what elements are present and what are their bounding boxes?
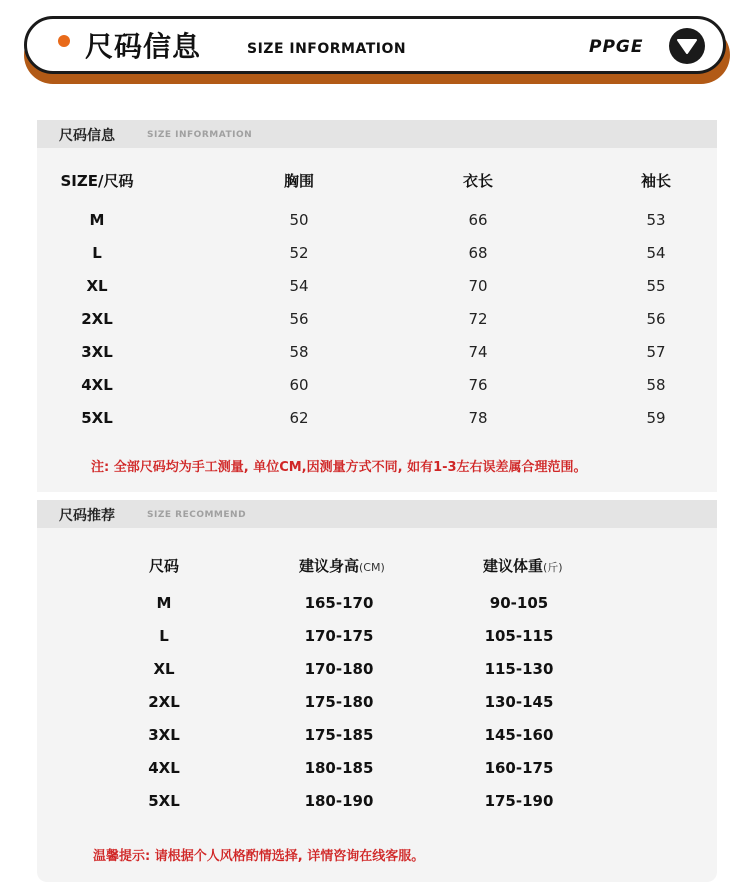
orange-dot-icon	[58, 35, 70, 47]
table-cell-chest: 50	[289, 211, 309, 229]
table-cell-height: 165-170	[304, 594, 374, 612]
table-cell-weight: 115-130	[484, 660, 554, 678]
col-header-size: 尺码	[148, 557, 179, 575]
size-info-panel	[37, 120, 717, 492]
size-recommend-panel	[37, 500, 717, 882]
table-row-size: M	[89, 211, 105, 229]
col-header-height-label: 建议身高	[299, 557, 360, 575]
table-cell-chest: 54	[289, 277, 309, 295]
size-info-header	[37, 120, 717, 148]
size-recommend-title: 尺码推荐	[59, 508, 115, 524]
table-cell-length: 78	[468, 409, 488, 427]
table-cell-chest: 56	[289, 310, 309, 328]
table-cell-weight: 105-115	[484, 627, 554, 645]
table-cell-height: 175-180	[304, 693, 374, 711]
table-row-size: L	[159, 627, 169, 645]
table-cell-chest: 60	[289, 376, 309, 394]
col-header-weight	[483, 555, 593, 576]
table-cell-sleeve: 56	[646, 310, 666, 328]
header-banner	[24, 16, 726, 74]
col-header-weight-unit: (斤)	[543, 561, 563, 574]
table-row-size: 4XL	[81, 376, 113, 394]
table-cell-sleeve: 59	[646, 409, 666, 427]
table-cell-sleeve: 53	[646, 211, 666, 229]
table-row-size: M	[156, 594, 172, 612]
table-row-size: 5XL	[81, 409, 113, 427]
col-header-chest: 胸围	[283, 172, 314, 190]
table-cell-length: 74	[468, 343, 488, 361]
table-cell-weight: 145-160	[484, 726, 554, 744]
table-cell-length: 76	[468, 376, 488, 394]
table-cell-chest: 52	[289, 244, 309, 262]
table-row-size: 4XL	[148, 759, 180, 777]
table-cell-weight: 130-145	[484, 693, 554, 711]
table-row-size: 5XL	[148, 792, 180, 810]
col-header-height-unit: (CM)	[359, 561, 385, 574]
col-header-weight-label: 建议体重	[483, 557, 544, 575]
size-info-subtitle: SIZE INFORMATION	[147, 130, 253, 140]
size-info-title: 尺码信息	[59, 128, 115, 144]
table-row-size: 3XL	[148, 726, 180, 744]
col-header-length: 衣长	[462, 172, 493, 190]
table-row-size: XL	[153, 660, 175, 678]
table-row-size: L	[92, 244, 102, 262]
measurement-note: 注: 全部尺码均为手工测量, 单位CM,因测量方式不同, 如有1-3左右误差属合理范围。	[91, 460, 587, 475]
col-header-size: SIZE/尺码	[60, 172, 134, 190]
table-cell-sleeve: 54	[646, 244, 666, 262]
col-header-height	[299, 555, 409, 576]
size-recommend-header	[37, 500, 717, 528]
table-cell-height: 175-185	[304, 726, 374, 744]
table-row-size: 3XL	[81, 343, 113, 361]
brand-logo: PPGE	[589, 37, 644, 57]
table-row-size: XL	[86, 277, 108, 295]
table-cell-height: 180-185	[304, 759, 374, 777]
table-cell-chest: 58	[289, 343, 309, 361]
table-cell-weight: 175-190	[484, 792, 554, 810]
size-recommend-subtitle: SIZE RECOMMEND	[147, 510, 247, 520]
table-cell-height: 180-190	[304, 792, 374, 810]
triangle-down-glyph	[676, 37, 698, 55]
table-cell-length: 66	[468, 211, 488, 229]
page-subtitle: SIZE INFORMATION	[247, 41, 407, 57]
page-title: 尺码信息	[85, 30, 202, 63]
recommend-note: 温馨提示: 请根据个人风格酌情选择, 详情咨询在线客服。	[93, 849, 425, 864]
table-cell-length: 70	[468, 277, 488, 295]
triangle-down-icon[interactable]	[669, 28, 705, 64]
table-cell-height: 170-175	[304, 627, 374, 645]
table-cell-weight: 90-105	[489, 594, 549, 612]
table-cell-chest: 62	[289, 409, 309, 427]
table-cell-sleeve: 58	[646, 376, 666, 394]
table-cell-sleeve: 57	[646, 343, 666, 361]
table-cell-length: 68	[468, 244, 488, 262]
table-cell-length: 72	[468, 310, 488, 328]
table-row-size: 2XL	[81, 310, 113, 328]
table-cell-weight: 160-175	[484, 759, 554, 777]
table-cell-sleeve: 55	[646, 277, 666, 295]
table-cell-height: 170-180	[304, 660, 374, 678]
col-header-sleeve: 袖长	[640, 172, 671, 190]
table-row-size: 2XL	[148, 693, 180, 711]
